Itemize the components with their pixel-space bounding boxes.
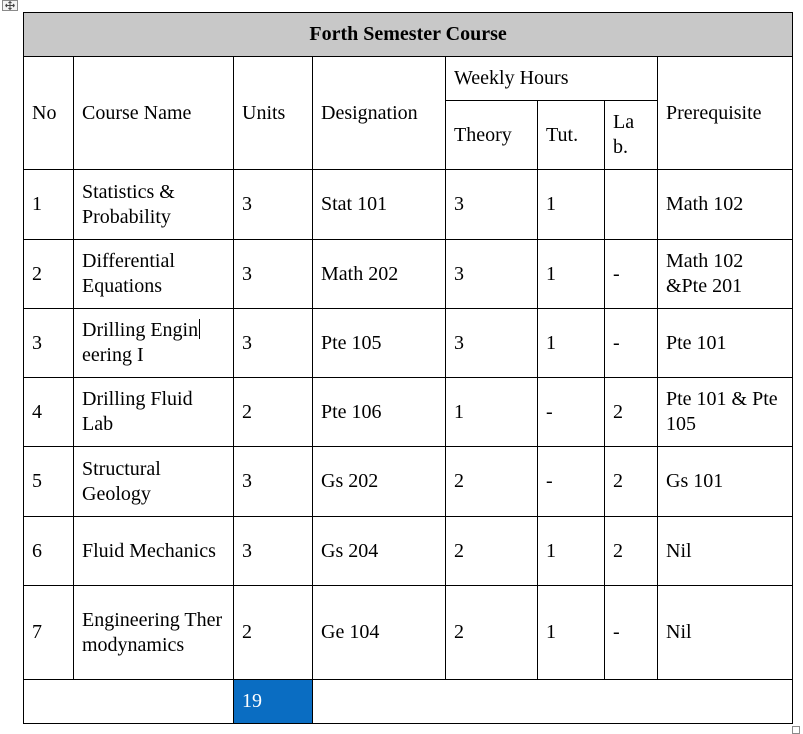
table-row: [24, 378, 793, 447]
cell-units: 3: [234, 240, 313, 309]
cell-no: 1: [24, 170, 74, 240]
cell-units: 2: [234, 586, 313, 680]
cell-prerequisite: Gs 101: [658, 447, 793, 517]
cell-tut: -: [538, 447, 605, 517]
cell-designation: Ge 104: [313, 586, 446, 680]
header-course-name: Course Name: [74, 57, 234, 170]
course-table: [23, 12, 793, 724]
cell-no: 4: [24, 378, 74, 447]
table-title: Forth Semester Course: [24, 13, 793, 57]
cell-designation: Math 202: [313, 240, 446, 309]
cell-designation: Gs 202: [313, 447, 446, 517]
table-row: [24, 447, 793, 517]
cell-prerequisite: Nil: [658, 517, 793, 586]
table-row: [24, 309, 793, 378]
header-lab: La b.: [605, 101, 658, 170]
course-name-part: Drilling Engin: [82, 319, 199, 341]
cell-tut: 1: [538, 240, 605, 309]
text-cursor: [199, 319, 200, 339]
header-no: No: [24, 57, 74, 170]
cell-theory: 3: [446, 240, 538, 309]
cell-prerequisite: Pte 101 & Pte 105: [658, 378, 793, 447]
header-prerequisite: Prerequisite: [658, 57, 793, 170]
cell-designation: Stat 101: [313, 170, 446, 240]
cell-units: 2: [234, 378, 313, 447]
table-move-handle[interactable]: [2, 0, 18, 11]
cell-course-name: Fluid Mechanics: [74, 517, 234, 586]
cell-units: 3: [234, 309, 313, 378]
cell-lab: -: [605, 309, 658, 378]
cell-prerequisite: Nil: [658, 586, 793, 680]
total-label-cell: [24, 680, 234, 724]
cell-course-name[interactable]: [74, 309, 234, 378]
cell-theory: 1: [446, 378, 538, 447]
cell-designation: Gs 204: [313, 517, 446, 586]
cell-lab: 2: [605, 517, 658, 586]
total-blank-cell: [313, 680, 793, 724]
header-weekly-hours: Weekly Hours: [446, 57, 658, 101]
table-row: [24, 240, 793, 309]
cell-tut: 1: [538, 170, 605, 240]
cell-lab: -: [605, 586, 658, 680]
cell-no: 3: [24, 309, 74, 378]
cell-theory: 3: [446, 170, 538, 240]
header-tut: Tut.: [538, 101, 605, 170]
cell-designation: Pte 106: [313, 378, 446, 447]
total-units[interactable]: 19: [234, 680, 313, 724]
course-name-part: eering I: [82, 344, 144, 366]
cell-lab: 2: [605, 378, 658, 447]
cell-units: 3: [234, 447, 313, 517]
cell-tut: 1: [538, 517, 605, 586]
cell-prerequisite: Math 102: [658, 170, 793, 240]
cell-course-name: Structural Geology: [74, 447, 234, 517]
cell-theory: 2: [446, 447, 538, 517]
cell-course-name: Engineering Thermodynamics: [74, 586, 234, 680]
header-units: Units: [234, 57, 313, 170]
cell-prerequisite: Math 102 &Pte 201: [658, 240, 793, 309]
move-icon: [3, 1, 17, 10]
cell-course-name: Differential Equations: [74, 240, 234, 309]
table-row: [24, 586, 793, 680]
cell-prerequisite: Pte 101: [658, 309, 793, 378]
cell-tut: 1: [538, 309, 605, 378]
cell-no: 5: [24, 447, 74, 517]
table-row: [24, 170, 793, 240]
cell-units: 3: [234, 517, 313, 586]
cell-no: 2: [24, 240, 74, 309]
table-row: [24, 517, 793, 586]
cell-tut: -: [538, 378, 605, 447]
cell-tut: 1: [538, 586, 605, 680]
cell-lab: 2: [605, 447, 658, 517]
cell-lab: [605, 170, 658, 240]
cell-course-name: Drilling Fluid Lab: [74, 378, 234, 447]
total-row: [24, 680, 793, 724]
cell-no: 6: [24, 517, 74, 586]
cell-designation: Pte 105: [313, 309, 446, 378]
cell-theory: 2: [446, 586, 538, 680]
cell-lab: -: [605, 240, 658, 309]
cell-theory: 3: [446, 309, 538, 378]
cell-theory: 2: [446, 517, 538, 586]
table-resize-handle[interactable]: [792, 726, 800, 734]
header-designation: Designation: [313, 57, 446, 170]
cell-units: 3: [234, 170, 313, 240]
cell-no: 7: [24, 586, 74, 680]
header-theory: Theory: [446, 101, 538, 170]
cell-course-name: Statistics & Probability: [74, 170, 234, 240]
